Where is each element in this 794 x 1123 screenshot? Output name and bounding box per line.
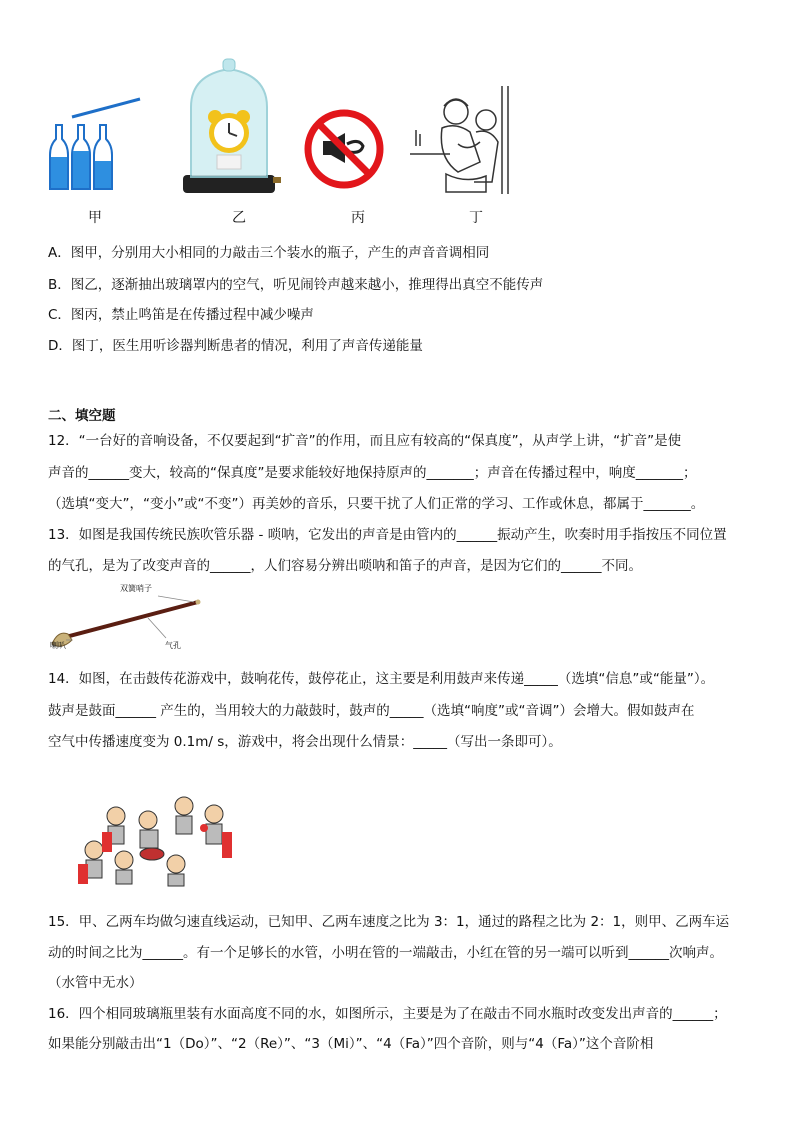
- q16-line-1: 16．四个相同玻璃瓶里装有水面高度不同的水，如图所示，主要是为了在敲击不同水瓶时改变发出声音的______；: [48, 1006, 727, 1022]
- bottle-1: [50, 125, 68, 189]
- q15-line-1: 15．甲、乙两车均做匀速直线运动，已知甲、乙两车速度之比为 3：1，通过的路程之比为 2：1，则甲、乙两车运: [48, 914, 730, 930]
- option-a: A．图甲，分别用大小相同的力敲击三个装水的瓶子，产生的声音音调相同: [48, 245, 490, 261]
- q12-line-3: （选填“变大”，“变小”或“不变”）再美妙的音乐，只要干扰了人们正常的学习、工作或休息，都属于_______。: [48, 496, 705, 512]
- q15-line-3: （水管中无水）: [48, 975, 143, 991]
- q12-line-2: 声音的______变大，较高的“保真度”是要求能较好地保持原声的_______；声音在传播过程中，响度_______；: [48, 465, 697, 481]
- flower-icon: [200, 824, 208, 832]
- figure-caption-jia: 甲: [88, 210, 102, 226]
- suona-label-reed: 双簧哨子: [120, 584, 152, 593]
- suona-label-horn: 喇叭: [50, 641, 66, 650]
- option-c: C．图丙，禁止鸣笛是在传播过程中减少噪声: [48, 307, 314, 323]
- q13-line-1: 13．如图是我国传统民族吹管乐器 - 唢呐，它发出的声音是由管内的______振动产生，吹奏时用手指按压不同位置: [48, 527, 727, 543]
- striking-stick: [72, 99, 140, 117]
- bottles-figure: [46, 95, 146, 195]
- child-7: [167, 855, 185, 886]
- alarm-clock-icon: [208, 110, 250, 153]
- q14-line-3: 空气中传播速度变为 0.1m/ s，游戏中，将会出现什么情景：_____（写出一条即可）。: [48, 734, 562, 750]
- q14-line-2: 鼓声是鼓面______ 产生的，当用较大的力敲鼓时，鼓声的_____（选填“响度”或“音调”）会增大。假如鼓声在: [48, 703, 695, 719]
- child-2: [102, 807, 125, 852]
- suona-label-hole: 气孔: [165, 641, 181, 650]
- no-horn-sign-icon: [303, 108, 385, 190]
- option-d: D．图丁，医生用听诊器判断患者的情况，利用了声音传递能量: [48, 338, 423, 354]
- q13-line-2: 的气孔，是为了改变声音的______，人们容易分辨出唢呐和笛子的声音，是因为它们的______不同。: [48, 558, 642, 574]
- doctor-stethoscope-figure: [406, 84, 516, 196]
- child-3: [139, 811, 158, 848]
- child-4: [175, 797, 193, 834]
- figure-caption-bing: 丙: [351, 210, 365, 226]
- figure-caption-yi: 乙: [232, 210, 246, 226]
- q14-line-1: 14．如图，在击鼓传花游戏中，鼓响花传，鼓停花止，这主要是利用鼓声来传递_____（选填“信息”或“能量”）。: [48, 671, 715, 687]
- option-b: B．图乙，逐渐抽出玻璃罩内的空气，听见闹铃声越来越小，推理得出真空不能传声: [48, 277, 544, 293]
- drum-icon: [140, 848, 164, 860]
- drum-game-figure: [72, 788, 242, 888]
- q16-line-2: 如果能分别敲击出“1（Do）”、“2（Re）”、“3（Mi）”、“4（Fa）”四个音阶，则与“4（Fa）”这个音阶相: [48, 1036, 654, 1052]
- child-5: [205, 805, 232, 858]
- bottle-3: [94, 125, 112, 189]
- q12-line-1: 12．“一台好的音响设备，不仅要起到“扩音”的作用，而且应有较高的“保真度”，从声学上讲，“扩音”是使: [48, 433, 682, 449]
- bell-jar-figure: [173, 55, 288, 197]
- child-1: [78, 841, 103, 884]
- figure-caption-ding: 丁: [469, 210, 483, 226]
- section-title: 二、填空题: [48, 408, 116, 424]
- q15-line-2: 动的时间之比为______。有一个足够长的水管，小明在管的一端敲击，小红在管的另一端可以听到______次响声。: [48, 945, 723, 961]
- bottle-2: [72, 125, 90, 189]
- child-6: [115, 851, 133, 884]
